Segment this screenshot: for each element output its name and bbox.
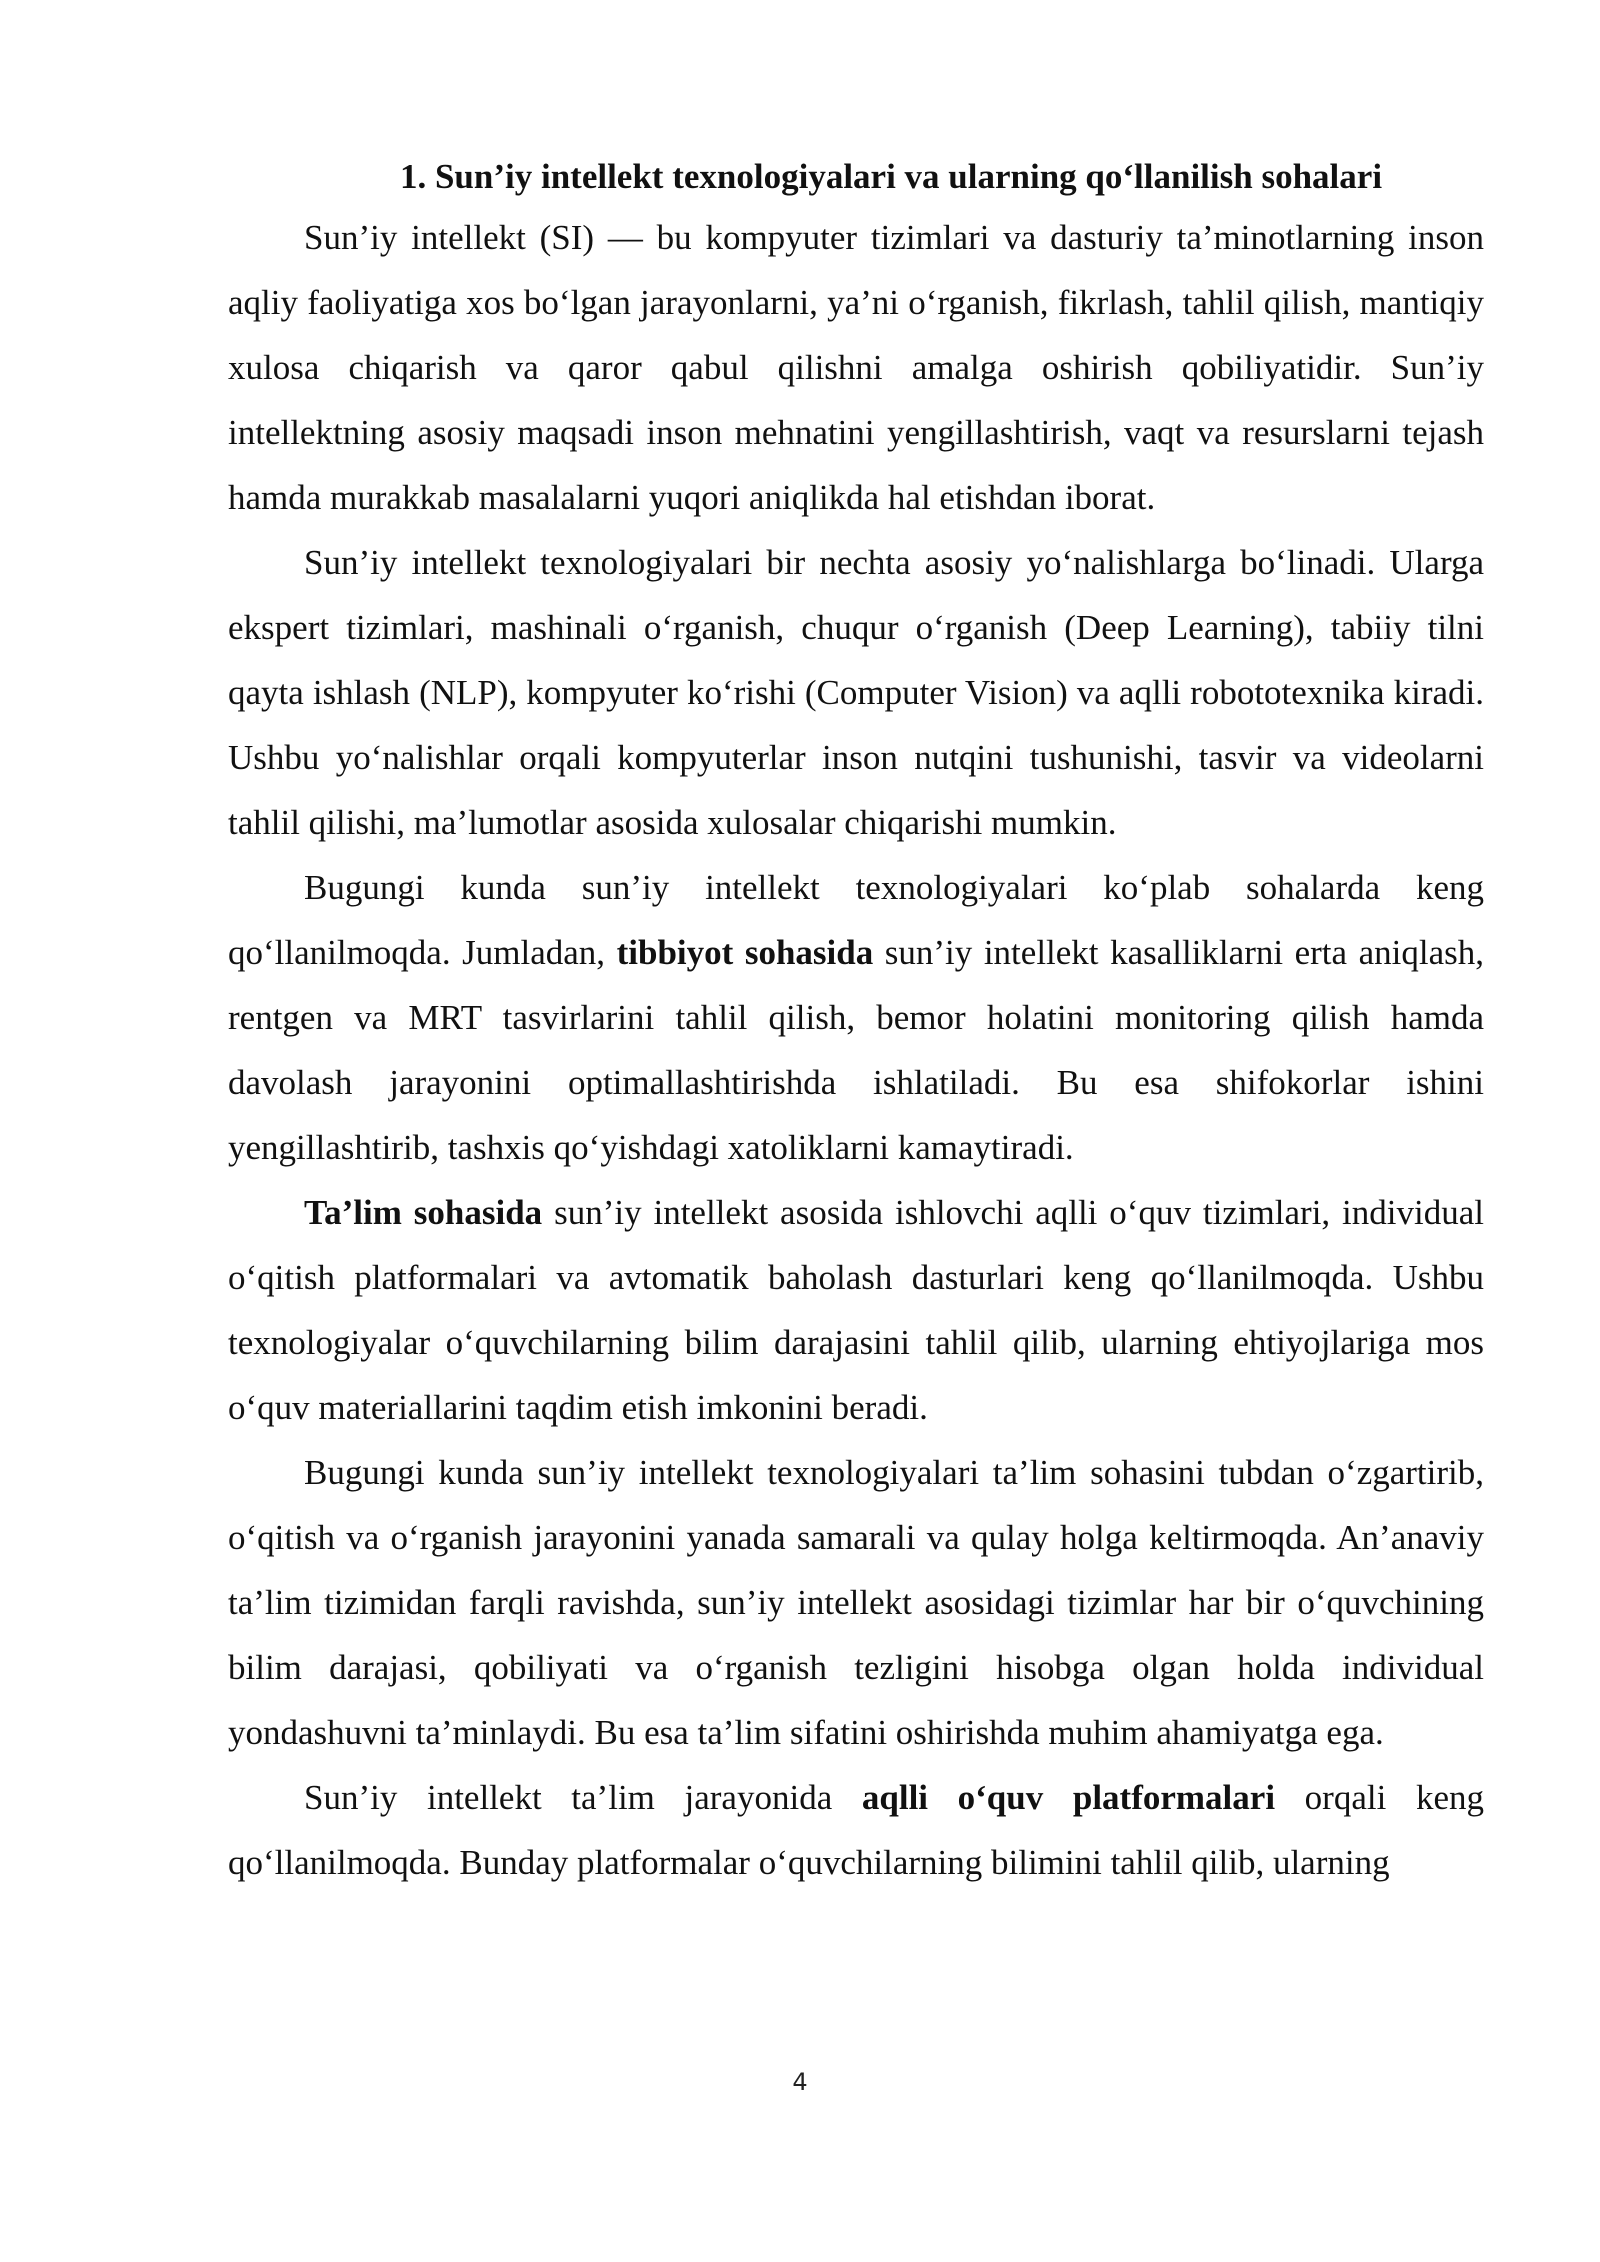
paragraph-text-after: sun’iy intellekt asosida ishlovchi aqlli o‘quv tizimlari, individual o‘qitish platformalari va avtomatik baholash dasturlari keng qo‘llanilmoqda. Ushbu texnologiyalar o‘quvchilarning bilim darajasini tahlil qilib, ularning ehtiyojlariga mos o‘quv materiallarini taqdim etish imkonini beradi. — [228, 1193, 1484, 1427]
bold-term: Ta’lim sohasida — [304, 1193, 543, 1232]
paragraph-text-after: sun’iy intellekt kasalliklarni erta aniqlash, rentgen va MRT tasvirlarini tahlil qilish, bemor holatini monitoring qilish hamda davolash jarayonini optimallashtirishda ishlatiladi. Bu esa shifokorlar ishini yengillashtirib, tashxis qo‘yishdagi xatoliklarni kamaytiradi. — [228, 933, 1485, 1167]
paragraph-transformation — [228, 1440, 1484, 1765]
paragraph-text: Sun’iy intellekt texnologiyalari bir nechta asosiy yo‘nalishlarga bo‘linadi. Ularga ekspert tizimlari, mashinali o‘rganish, chuqur o‘rganish (Deep Learning), tabiiy tilni qayta ishlash (NLP), kompyuter ko‘rishi (Computer Vision) va aqlli robototexnika kiradi. Ushbu yo‘nalishlar orqali kompyuterlar inson nutqini tushunishi, tasvir va videolarni tahlil qilishi, ma’lumotlar asosida xulosalar chiqarishi mumkin. — [228, 543, 1484, 842]
paragraph-text-before: Bugungi kunda sun’iy intellekt texnologiyalari ko‘plab sohalarda keng qo‘llanilmoqda. Jumladan, — [228, 868, 1484, 972]
page-content — [228, 148, 1484, 1895]
paragraph-directions — [228, 530, 1484, 855]
page-number: 4 — [792, 2068, 808, 2096]
bold-term: tibbiyot sohasida — [616, 933, 874, 972]
paragraph-smart-platforms — [228, 1765, 1484, 1895]
paragraph-text-before: Sun’iy intellekt ta’lim jarayonida — [304, 1778, 862, 1817]
paragraph-education — [228, 1180, 1484, 1440]
paragraph-text: Bugungi kunda sun’iy intellekt texnologiyalari ta’lim sohasini tubdan o‘zgartirib, o‘qitish va o‘rganish jarayonini yanada samarali va qulay holga keltirmoqda. An’anaviy ta’lim tizimidan farqli ravishda, sun’iy intellekt asosidagi tizimlar har bir o‘quvchining bilim darajasi, qobiliyati va o‘rganish tezligini hisobga olgan holda individual yondashuvni ta’minlaydi. Bu esa ta’lim sifatini oshirishda muhim ahamiyatga ega. — [228, 1453, 1484, 1752]
paragraph-medicine — [228, 855, 1484, 1180]
section-heading: 1. Sun’iy intellekt texnologiyalari va ularning qo‘llanilish sohalari — [399, 157, 1383, 196]
bold-term: aqlli o‘quv platformalari — [861, 1778, 1276, 1817]
paragraph-text-after: orqali keng qo‘llanilmoqda. Bunday platformalar o‘quvchilarning bilimini tahlil qilib, ularning — [228, 1778, 1484, 1882]
paragraph-definition — [228, 205, 1484, 530]
paragraph-text: Sun’iy intellekt (SI) — bu kompyuter tizimlari va dasturiy ta’minotlarning inson aqliy faoliyatiga xos bo‘lgan jarayonlarni, ya’ni o‘rganish, fikrlash, tahlil qilish, mantiqiy xulosa chiqarish va qaror qabul qilishni amalga oshirish qobiliyatidir. Sun’iy intellektning asosiy maqsadi inson mehnatini yengillashtirish, vaqt va resurslarni tejash hamda murakkab masalalarni yuqori aniqlikda hal etishdan iborat. — [228, 218, 1484, 517]
